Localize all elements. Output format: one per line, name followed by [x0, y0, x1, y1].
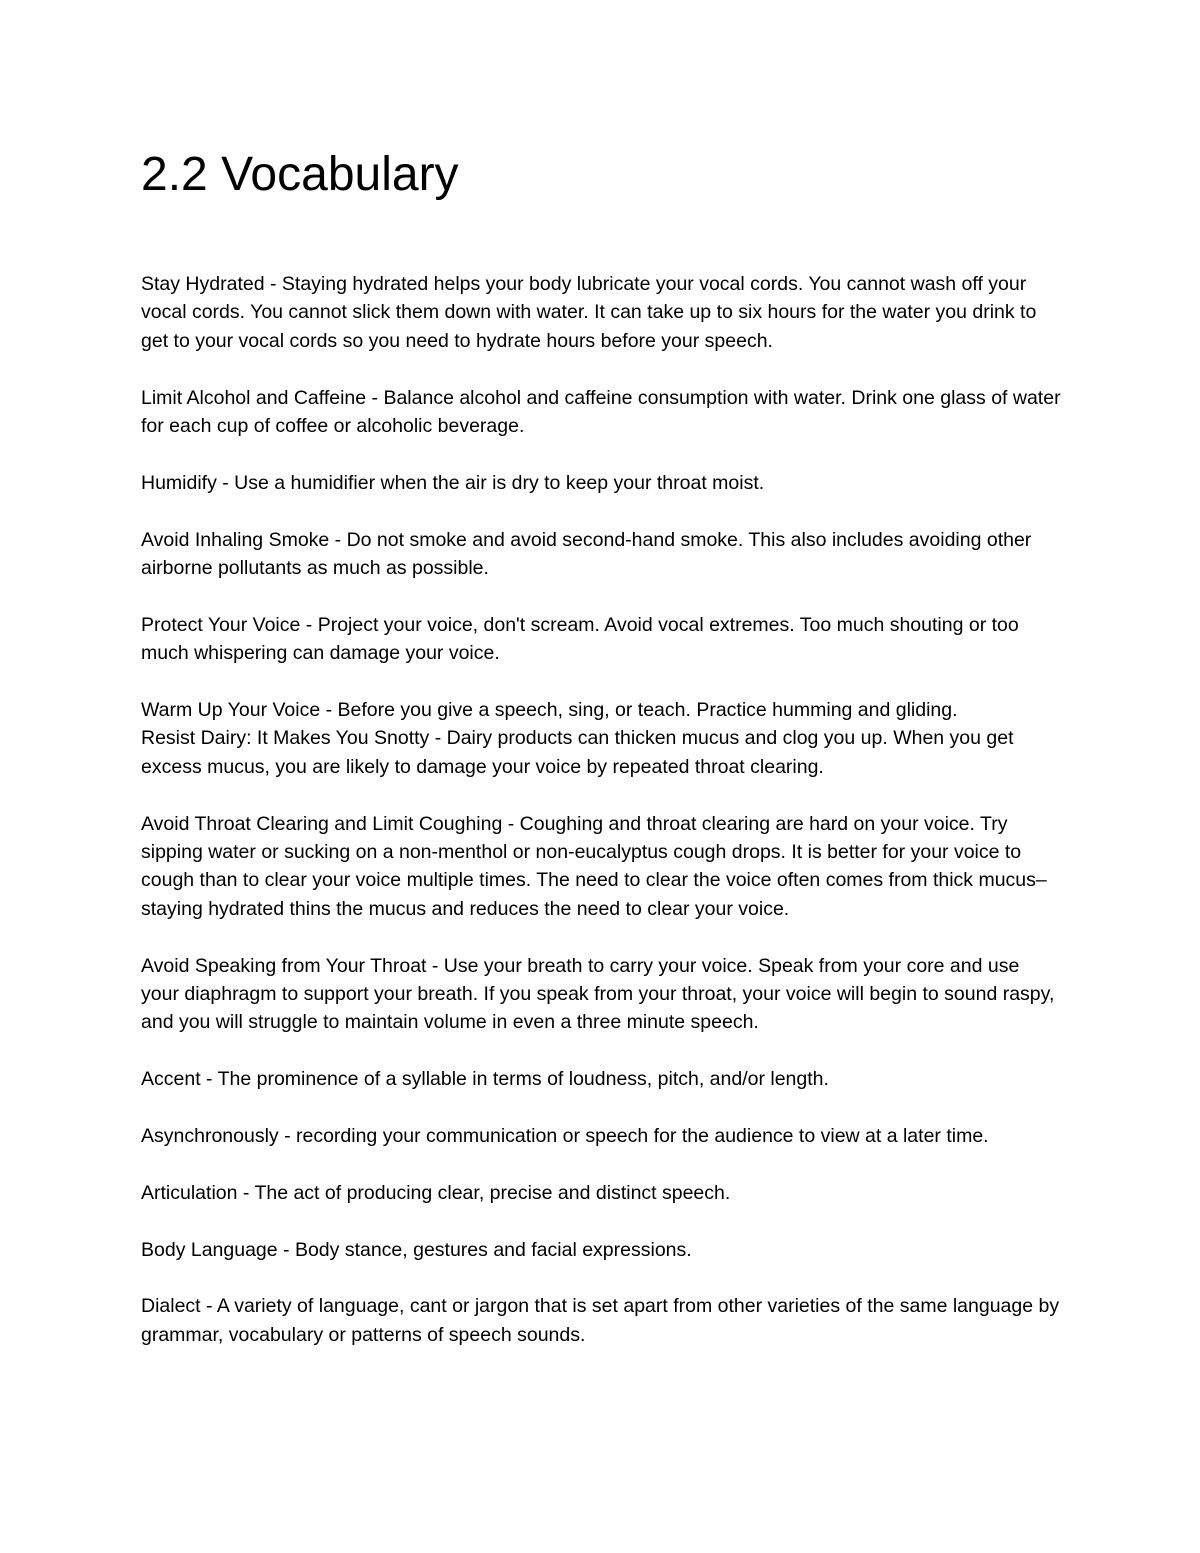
vocab-entry-avoid-inhaling-smoke: Avoid Inhaling Smoke - Do not smoke and avoid second-hand smoke. This also includes avoiding other airborne pollutants as much as possible.: [141, 528, 1032, 580]
vocab-entry-articulation: Articulation - The act of producing clear, precise and distinct speech.: [141, 1181, 731, 1204]
vocab-entry-protect-your-voice: Protect Your Voice - Project your voice, don't scream. Avoid vocal extremes. Too much shouting or too much whispering can damage your voice.: [141, 613, 1019, 665]
vocab-entry-accent: Accent - The prominence of a syllable in terms of loudness, pitch, and/or length.: [141, 1068, 829, 1091]
vocab-entry-avoid-throat-clearing: Avoid Throat Clearing and Limit Coughing - Coughing and throat clearing are hard on your voice. Try sipping water or sucking on a non-menthol or non-eucalyptus cough drops. It is better for your voice to cough than to clear your voice multiple times. The need to clear the voice often comes from thick mucus–staying hydrated thins the mucus and reduces the need to clear your voice.: [141, 812, 1047, 920]
vocab-entry-dialect: Dialect - A variety of language, cant or jargon that is set apart from other varieties of the same language by grammar, vocabulary or patterns of speech sounds.: [141, 1295, 1060, 1346]
vocab-entry-humidify: Humidify - Use a humidifier when the air is dry to keep your throat moist.: [141, 471, 765, 494]
page-title: 2.2 Vocabulary: [141, 148, 459, 201]
vocab-entry-avoid-speaking-from-throat: Avoid Speaking from Your Throat - Use your breath to carry your voice. Speak from your core and use your diaphragm to support your breath. If you speak from your throat, your voice will begin to sound raspy, and you will struggle to maintain volume in even a three minute speech.: [141, 954, 1055, 1034]
vocabulary-list: [141, 270, 1061, 1378]
vocab-entry-body-language: Body Language - Body stance, gestures and facial expressions.: [141, 1238, 692, 1261]
vocab-entry-resist-dairy: Resist Dairy: It Makes You Snotty - Dairy products can thicken mucus and clog you up. When you get excess mucus, you are likely to damage your voice by repeated throat clearing.: [141, 727, 1014, 778]
vocab-entry-warm-up-your-voice: Warm Up Your Voice - Before you give a speech, sing, or teach. Practice humming and gliding.: [141, 699, 958, 722]
vocab-entry-limit-alcohol-caffeine: Limit Alcohol and Caffeine - Balance alcohol and caffeine consumption with water. Drink one glass of water for each cup of coffee or alcoholic beverage.: [141, 386, 1061, 438]
vocab-entry-stay-hydrated: Stay Hydrated - Staying hydrated helps your body lubricate your vocal cords. You cannot wash off your vocal cords. You cannot slick them down with water. It can take up to six hours for the water you drink to get to your vocal cords so you need to hydrate hours before your speech.: [141, 273, 1037, 352]
vocab-entry-asynchronously: Asynchronously - recording your communication or speech for the audience to view at a later time.: [141, 1125, 989, 1148]
